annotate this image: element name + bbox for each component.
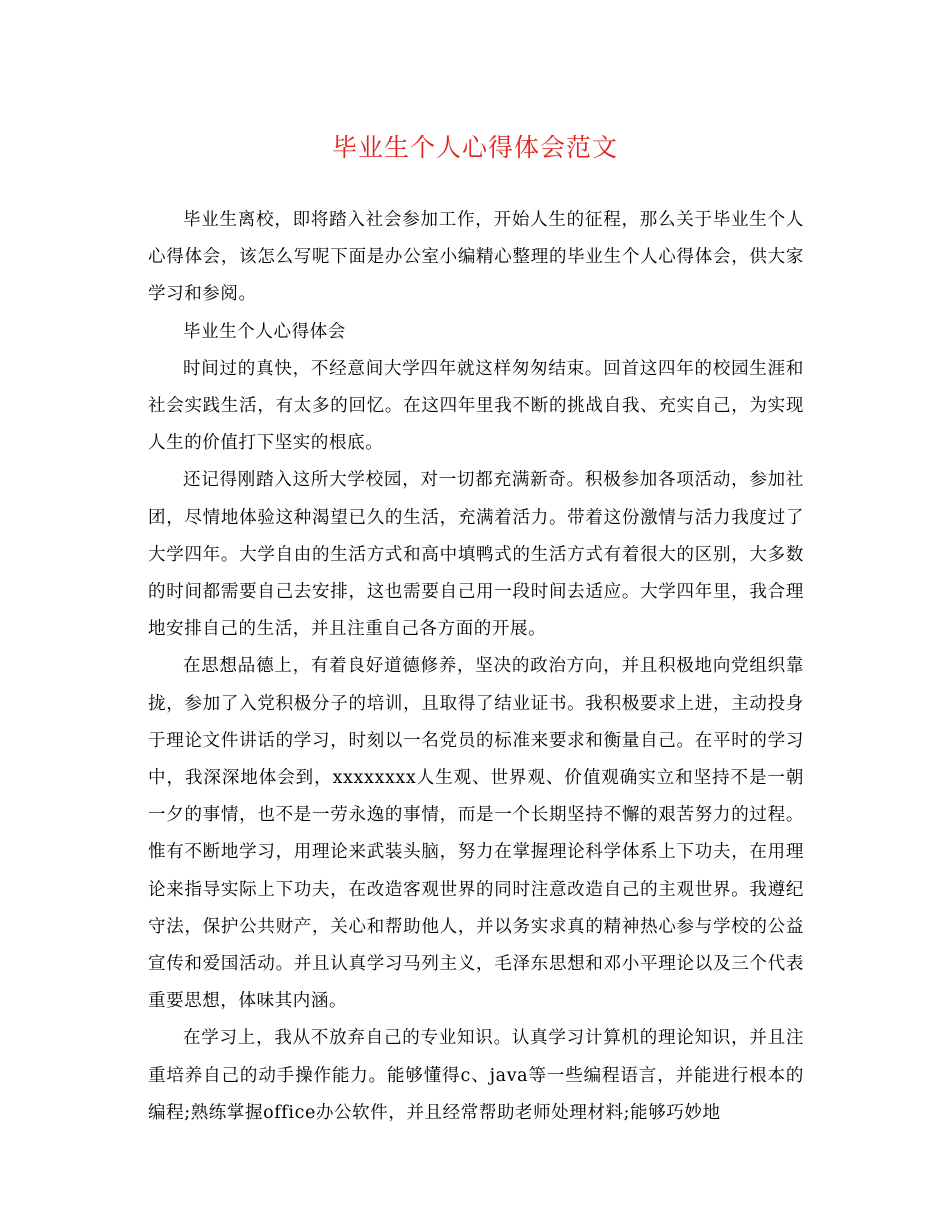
section-heading: 毕业生个人心得体会 <box>183 321 346 342</box>
paragraph-time: 时间过的真快，不经意间大学四年就这样匆匆结束。回首这四年的校园生涯和社会实践生活，有太多的回忆。在这四年里我不断的挑战自我、充实自己，为实现人生的价值打下坚实的根底。 <box>148 358 804 454</box>
paragraph-intro: 毕业生离校，即将踏入社会参加工作，开始人生的征程，那么关于毕业生个人心得体会，该怎么写呢下面是办公室小编精心整理的毕业生个人心得体会，供大家学习和参阅。 <box>148 210 804 305</box>
paragraph-campus: 还记得刚踏入这所大学校园，对一切都充满新奇。积极参加各项活动，参加社团，尽情地体验这种渴望已久的生活，充满着活力。带着这份激情与活力我度过了大学四年。大学自由的生活方式和高中填鸭式的生活方式有着很大的区别，大多数的时间都需要自己去安排，这也需要自己用一段时间去适应。大学四年里，我合理地安排自己的生活，并且注重自己各方面的开展。 <box>148 470 804 640</box>
document-body <box>148 202 804 1132</box>
document-title: 毕业生个人心得体会范文 <box>331 133 618 162</box>
paragraph-ideology: 在思想品德上，有着良好道德修养，坚决的政治方向，并且积极地向党组织靠拢，参加了入党积极分子的培训，且取得了结业证书。我积极要求上进，主动投身于理论文件讲话的学习，时刻以一名党员的标准来要求和衡量自己。在平时的学习中，我深深地体会到，xxxxxxxx人生观、世界观、价值观确实立和坚持不是一朝一夕的事情，也不是一劳永逸的事情，而是一个长期坚持不懈的艰苦努力的过程。惟有不断地学习，用理论来武装头脑，努力在掌握理论科学体系上下功夫，在用理论来指导实际上下功夫，在改造客观世界的同时注意改造自己的主观世界。我遵纪守法，保护公共财产，关心和帮助他人，并以务实求真的精神热心参与学校的公益宣传和爱国活动。并且认真学习马列主义，毛泽东思想和邓小平理论以及三个代表重要思想，体味其内涵。 <box>148 656 804 1012</box>
paragraph-study: 在学习上，我从不放弃自己的专业知识。认真学习计算机的理论知识，并且注重培养自己的动手操作能力。能够懂得c、java等一些编程语言，并能进行根本的编程;熟练掌握office办公软件，并且经常帮助老师处理材料;能够巧妙地 <box>148 1028 804 1123</box>
